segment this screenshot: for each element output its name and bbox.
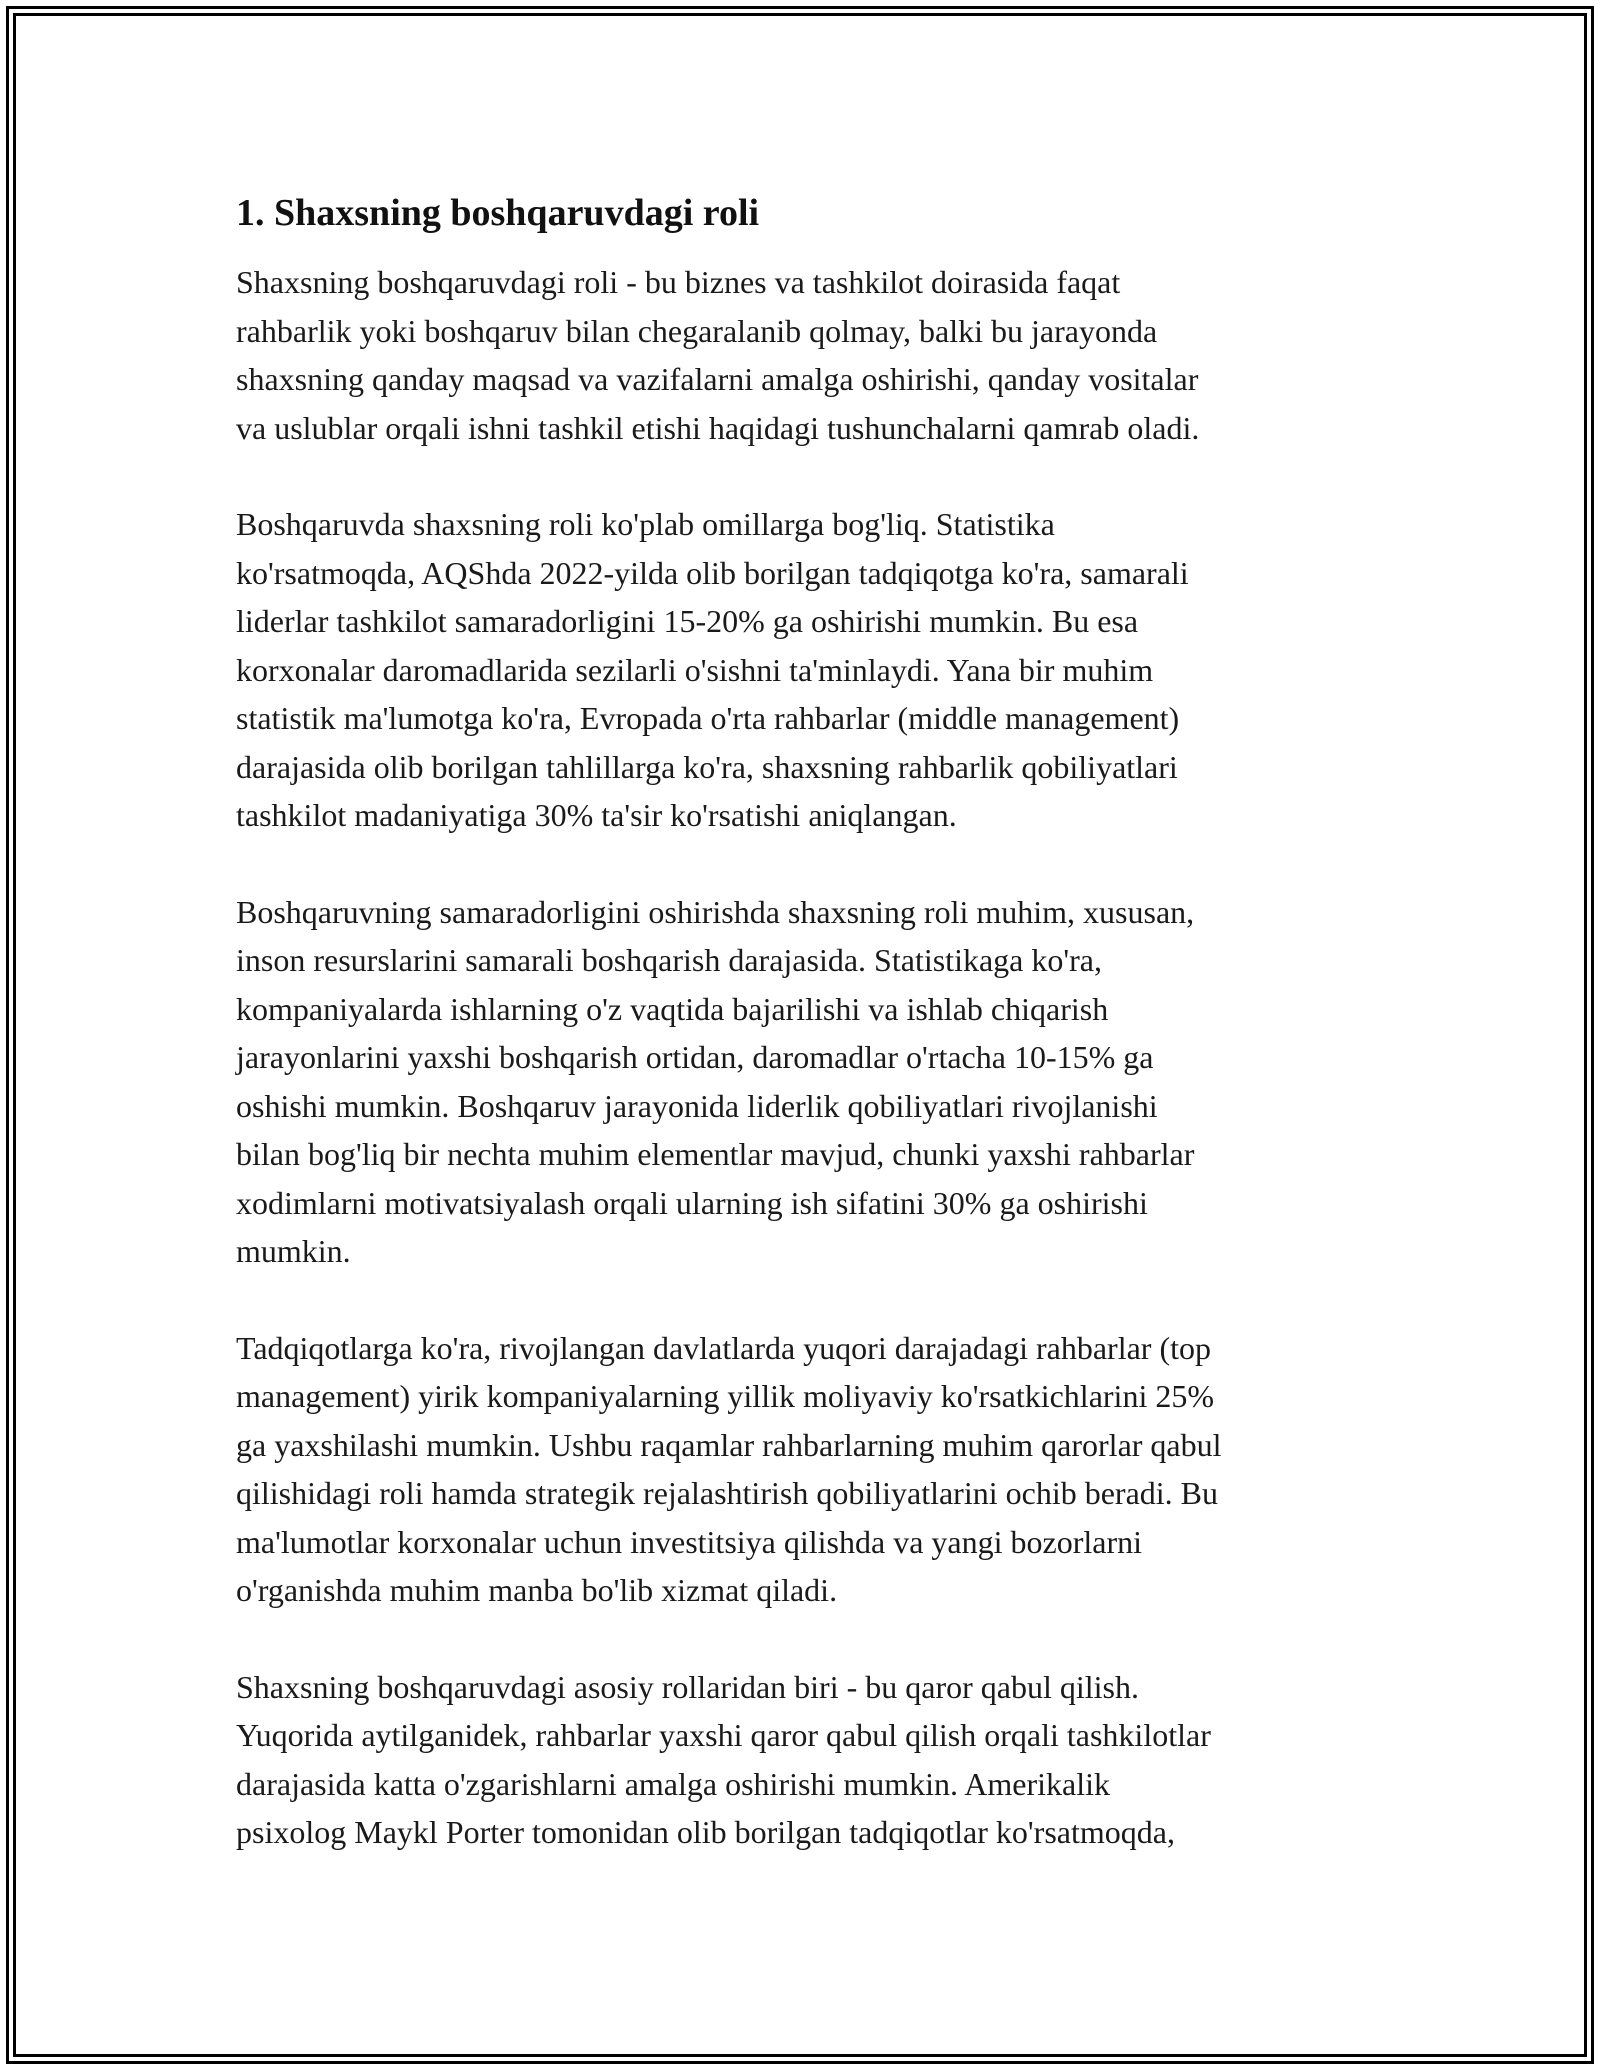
paragraph-line: statistik ma'lumotga ko'ra, Evropada o'rta rahbarlar (middle management): [236, 700, 1180, 736]
paragraph-line: psixolog Maykl Porter tomonidan olib borilgan tadqiqotlar ko'rsatmoqda,: [236, 1814, 1175, 1850]
section-heading: 1. Shaxsning boshqaruvdagi roli: [236, 192, 760, 234]
paragraph-line: Tadqiqotlarga ko'ra, rivojlangan davlatlarda yuqori darajadagi rahbarlar (top: [236, 1329, 1211, 1366]
paragraph-1: [236, 258, 1376, 452]
document-content: [236, 188, 1376, 1905]
paragraph-line: Boshqaruvning samaradorligini oshirishda shaxsning roli muhim, xususan,: [236, 893, 1195, 930]
paragraph-line: kompaniyalarda ishlarning o'z vaqtida bajarilishi va ishlab chiqarish: [236, 990, 1109, 1027]
paragraph-line: qilishidagi roli hamda strategik rejalashtirish qobiliyatlarini ochib beradi. Bu: [236, 1475, 1218, 1511]
paragraph-line: rahbarlik yoki boshqaruv bilan chegaralanib qolmay, balki bu jarayonda: [236, 312, 1158, 349]
paragraph-line: darajasida katta o'zgarishlarni amalga oshirishi mumkin. Amerikalik: [236, 1765, 1110, 1802]
paragraph-line: Shaxsning boshqaruvdagi roli - bu biznes va tashkilot doirasida faqat: [236, 264, 1121, 300]
paragraph-line: darajasida olib borilgan tahlillarga ko'ra, shaxsning rahbarlik qobiliyatlari: [236, 748, 1178, 785]
paragraph-line: Yuqorida aytilganidek, rahbarlar yaxshi qaror qabul qilish orqali tashkilotlar: [236, 1717, 1211, 1753]
paragraph-3: [236, 888, 1376, 1276]
paragraph-2: [236, 500, 1376, 840]
paragraph-line: ga yaxshilashi mumkin. Ushbu raqamlar rahbarlarning muhim qarorlar qabul: [236, 1426, 1222, 1463]
paragraph-line: liderlar tashkilot samaradorligini 15-20% ga oshirishi mumkin. Bu esa: [236, 603, 1139, 639]
paragraph-line: tashkilot madaniyatiga 30% ta'sir ko'rsatishi aniqlangan.: [236, 797, 957, 833]
paragraph-line: xodimlarni motivatsiyalash orqali ularning ish sifatini 30% ga oshirishi: [236, 1184, 1148, 1221]
paragraph-line: o'rganishda muhim manba bo'lib xizmat qiladi.: [236, 1572, 838, 1608]
paragraph-line: management) yirik kompaniyalarning yillik moliyaviy ko'rsatkichlarini 25%: [236, 1378, 1214, 1414]
paragraph-line: Shaxsning boshqaruvdagi asosiy rollaridan biri - bu qaror qabul qilish.: [236, 1668, 1139, 1705]
paragraph-4: [236, 1324, 1376, 1615]
paragraph-line: jarayonlarini yaxshi boshqarish ortidan, daromadlar o'rtacha 10-15% ga: [236, 1039, 1154, 1075]
paragraph-line: mumkin.: [236, 1233, 351, 1269]
paragraph-line: Boshqaruvda shaxsning roli ko'plab omillarga bog'liq. Statistika: [236, 506, 1055, 542]
paragraph-line: oshishi mumkin. Boshqaruv jarayonida liderlik qobiliyatlari rivojlanishi: [236, 1087, 1158, 1124]
paragraph-line: ko'rsatmoqda, AQShda 2022-yilda olib borilgan tadqiqotga ko'ra, samarali: [236, 554, 1189, 591]
paragraph-line: shaxsning qanday maqsad va vazifalarni amalga oshirishi, qanday vositalar: [236, 361, 1199, 397]
paragraph-line: korxonalar daromadlarida sezilarli o'sishni ta'minlaydi. Yana bir muhim: [236, 651, 1154, 688]
paragraph-5: [236, 1663, 1376, 1857]
paragraph-line: ma'lumotlar korxonalar uchun investitsiya qilishda va yangi bozorlarni: [236, 1523, 1142, 1560]
paragraph-line: va uslublar orqali ishni tashkil etishi haqidagi tushunchalarni qamrab oladi.: [236, 409, 1200, 446]
paragraph-line: inson resurslarini samarali boshqarish darajasida. Statistikaga ko'ra,: [236, 942, 1102, 978]
paragraph-line: bilan bog'liq bir nechta muhim elementlar mavjud, chunki yaxshi rahbarlar: [236, 1136, 1195, 1172]
